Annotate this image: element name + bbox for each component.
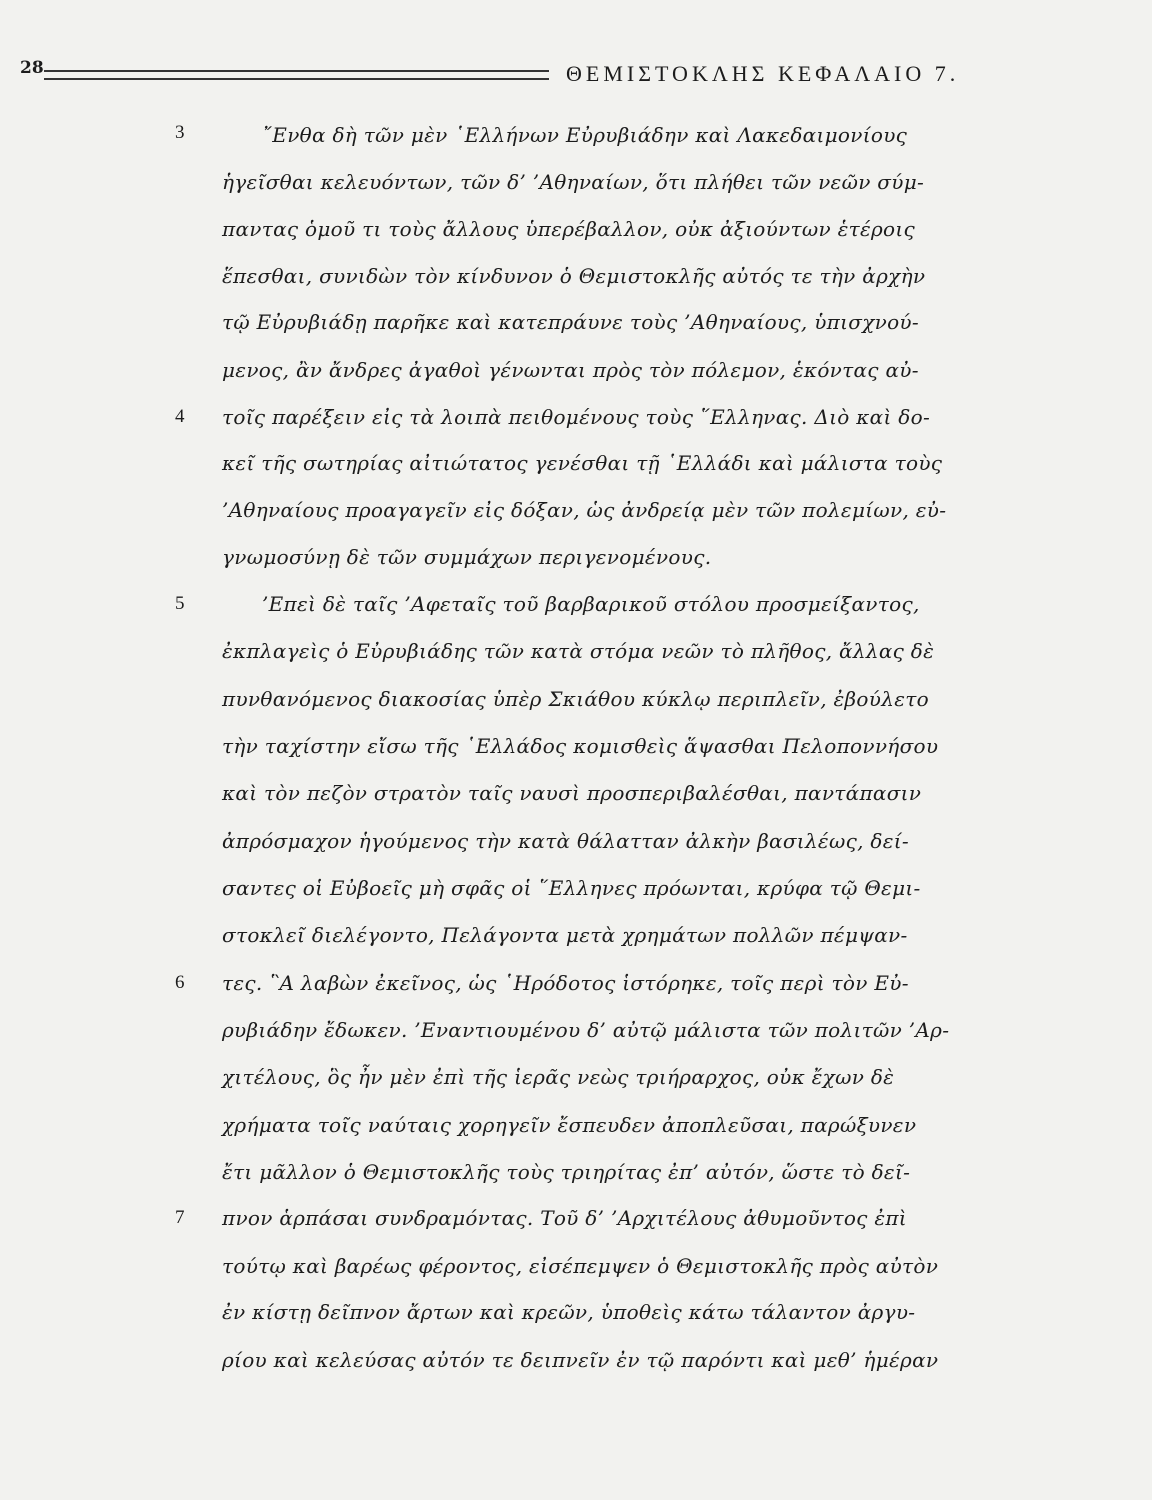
text-line: γνωμοσύνῃ δὲ τῶν συμμάχων περιγενομένους. — [222, 545, 712, 569]
section-number: 3 — [175, 122, 185, 143]
text-line: παντας ὁμοῦ τι τοὺς ἄλλους ὑπερέβαλλον, οὐκ ἀξιούντων ἑτέροις — [222, 217, 916, 241]
text-line: τὴν ταχίστην εἴσω τῆς ῾Ελλάδος κομισθεὶς ἅψασθαι Πελοποννήσου — [222, 734, 939, 758]
text-line: ἐκπλαγεὶς ὁ Εὐρυβιάδης τῶν κατὰ στόμα νεῶν τὸ πλῆθος, ἄλλας δὲ — [222, 639, 935, 663]
text-line: ἐν κίστῃ δεῖπνον ἄρτων καὶ κρεῶν, ὑποθεὶς κάτω τάλαντον ἀργυ- — [222, 1300, 916, 1324]
header-rule — [44, 70, 549, 80]
text-line: μενος, ἂν ἄνδρες ἀγαθοὶ γένωνται πρὸς τὸν πόλεμον, ἑκόντας αὐ- — [222, 358, 919, 382]
section-number: 6 — [175, 972, 185, 993]
text-line: ρυβιάδην ἔδωκεν. ’Εναντιουμένου δ’ αὐτῷ μάλιστα τῶν πολιτῶν ’Αρ- — [222, 1018, 950, 1042]
text-line: ’Αθηναίους προαγαγεῖν εἰς δόξαν, ὡς ἀνδρείᾳ μὲν τῶν πολεμίων, εὐ- — [222, 498, 947, 522]
text-line: στοκλεῖ διελέγοντο, Πελάγοντα μετὰ χρημάτων πολλῶν πέμψαν- — [222, 923, 908, 947]
section-number: 5 — [175, 593, 185, 614]
text-line: κεῖ τῆς σωτηρίας αἰτιώτατος γενέσθαι τῇ ῾Ελλάδι καὶ μάλιστα τοὺς — [222, 451, 943, 475]
running-head: ΘΕΜΙΣΤΟΚΛΗΣ ΚΕΦΑΛΑΙΟ 7. — [566, 61, 960, 86]
page-header — [20, 52, 1035, 92]
text-line: ἀπρόσμαχον ἡγούμενος τὴν κατὰ θάλατταν ἀλκὴν βασιλέως, δεί- — [222, 829, 909, 853]
text-line: σαντες οἱ Εὐβοεῖς μὴ σφᾶς οἱ ῞Ελληνες πρόωνται, κρύφα τῷ Θεμι- — [222, 876, 921, 900]
text-line: τῷ Εὐρυβιάδῃ παρῆκε καὶ κατεπράυνε τοὺς ’Αθηναίους, ὑπισχνού- — [222, 310, 919, 334]
text-line: ρίου καὶ κελεύσας αὐτόν τε δειπνεῖν ἐν τῷ παρόντι καὶ μεθ’ ἡμέραν — [222, 1348, 939, 1372]
text-line: χρήματα τοῖς ναύταις χορηγεῖν ἔσπευδεν ἀποπλεῦσαι, παρώξυνεν — [222, 1113, 917, 1137]
text-line: ἡγεῖσθαι κελευόντων, τῶν δ’ ’Αθηναίων, ὅτι πλήθει τῶν νεῶν σύμ- — [222, 170, 925, 194]
text-line: ῎Ενθα δὴ τῶν μὲν ῾Ελλήνων Εὐρυβιάδην καὶ Λακεδαιμονίους — [262, 123, 908, 147]
text-line: ἕπεσθαι, συνιδὼν τὸν κίνδυνον ὁ Θεμιστοκλῆς αὐτός τε τὴν ἀρχὴν — [222, 264, 926, 288]
text-line: πνον ἁρπάσαι συνδραμόντας. Τοῦ δ’ ’Αρχιτέλους ἀθυμοῦντος ἐπὶ — [222, 1206, 907, 1230]
text-line: πυνθανόμενος διακοσίας ὑπὲρ Σκιάθου κύκλῳ περιπλεῖν, ἐβούλετο — [222, 687, 929, 711]
page-number: 28 — [20, 58, 44, 78]
text-line: ἔτι μᾶλλον ὁ Θεμιστοκλῆς τοὺς τριηρίτας ἐπ’ αὐτόν, ὥστε τὸ δεῖ- — [222, 1160, 911, 1184]
section-number: 7 — [175, 1207, 185, 1228]
text-line: τες. ῝Α λαβὼν ἐκεῖνος, ὡς ῾Ηρόδοτος ἱστόρηκε, τοῖς περὶ τὸν Εὐ- — [222, 971, 909, 995]
text-line: τοῖς παρέξειν εἰς τὰ λοιπὰ πειθομένους τοὺς ῞Ελληνας. Διὸ καὶ δο- — [222, 405, 931, 429]
section-number: 4 — [175, 406, 185, 427]
text-line: τούτῳ καὶ βαρέως φέροντος, εἰσέπεμψεν ὁ Θεμιστοκλῆς πρὸς αὐτὸν — [222, 1254, 939, 1278]
text-line: χιτέλους, ὃς ἦν μὲν ἐπὶ τῆς ἱερᾶς νεὼς τριήραρχος, οὐκ ἔχων δὲ — [222, 1065, 895, 1089]
text-line: καὶ τὸν πεζὸν στρατὸν ταῖς ναυσὶ προσπεριβαλέσθαι, παντάπασιν — [222, 781, 922, 805]
text-line: ’Επεὶ δὲ ταῖς ’Αφεταῖς τοῦ βαρβαρικοῦ στόλου προσμείξαντος, — [262, 592, 920, 616]
